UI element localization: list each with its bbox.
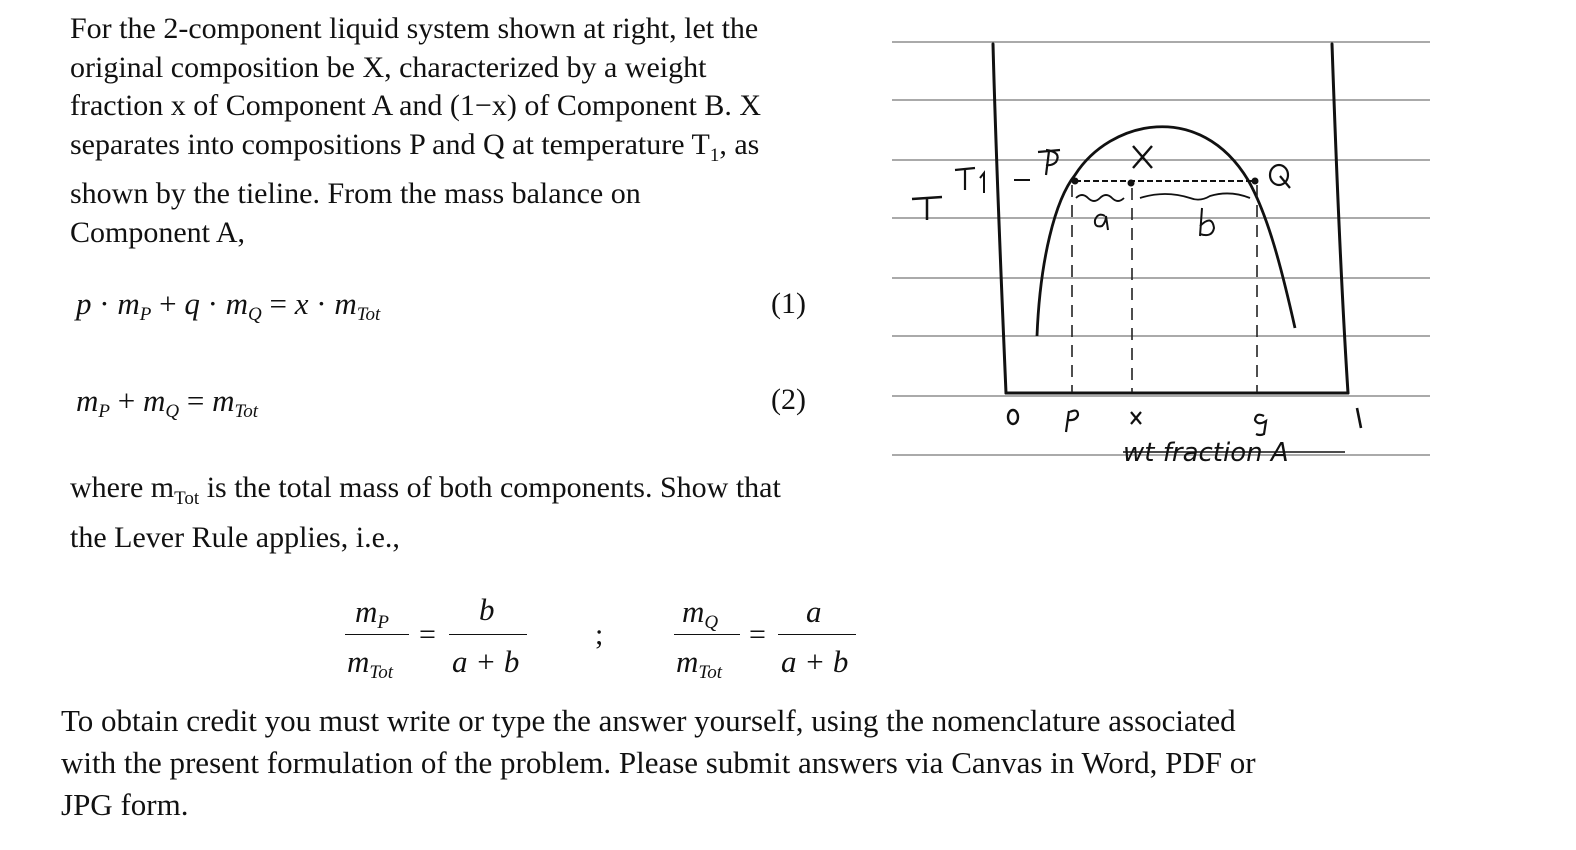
eq-op: · [308,286,335,321]
t-axis-glyph [912,197,942,220]
intro-line: fraction x of Component A and (1−x) of Component B. X [70,89,761,122]
eq-term: m [76,383,99,418]
intro-line: Component A, [70,215,246,249]
eq-op: = [179,383,213,418]
label-a-glyph [1095,215,1108,230]
eq-op: · [199,286,226,321]
den-sub: Tot [369,662,393,683]
equals-sign: = [749,618,766,651]
t1-subscript: 1 [709,144,720,166]
point-x-dot [1128,180,1135,187]
eq-sub: Q [165,401,180,422]
x-axis-label: wt fraction A [1123,438,1289,468]
eq-term: m [334,286,357,321]
num-main: m [355,594,378,629]
num-sub: P [377,612,389,633]
label-x-glyph [1133,146,1152,168]
eq-term: q [184,286,200,321]
eq-term: m [212,383,235,418]
intro-line: For the 2-component liquid system shown at right, let the [70,12,759,45]
eq-op: + [151,286,185,321]
eq-sub: Tot [234,401,259,422]
where-sub: Tot [174,488,200,509]
lever-line: the Lever Rule applies, i.e., [70,520,400,554]
lever-left-rhs-numerator: b [479,592,495,627]
point-p-dot [1072,178,1079,185]
point-q-dot [1252,178,1259,185]
brace-a [1076,195,1124,201]
den-sub: Tot [698,662,722,683]
eq-term: m [142,383,166,418]
where-prefix: where m [70,471,175,504]
label-b-glyph [1200,208,1214,236]
num-sub: Q [704,612,719,633]
eq-term: x [294,286,309,321]
footer-line: with the present formulation of the problem. Please submit answers via Canvas in Word, PDF or [61,745,1256,780]
num-main: m [682,594,705,629]
equals-sign: = [419,618,436,651]
where-suffix: is the total mass of both components. Show that [199,471,781,504]
lever-right-rhs-numerator: a [806,594,822,629]
eq-term: m [225,286,249,321]
eq-sub: P [139,304,152,325]
eq-sub: Tot [356,304,381,325]
den-main: m [676,644,699,679]
tick-x-glyph [1131,412,1141,424]
tick-q-glyph [1255,415,1266,435]
eq-op: = [261,286,295,321]
separator: ; [595,618,604,651]
footer-line: To obtain credit you must write or type the answer yourself, using the nomenclature associated [61,703,1236,738]
eq-op: · [91,286,118,321]
footer-line: JPG form. [61,787,189,822]
brace-b [1140,193,1250,199]
tick-0-glyph [1008,410,1018,424]
den-main: m [347,644,370,679]
equation-2-number: (2) [771,383,806,416]
tick-p-glyph [1066,411,1078,432]
t1-glyph [955,168,975,190]
t1-sub-glyph [980,173,984,193]
eq-sub: Q [248,304,262,325]
tick-1-glyph [1357,408,1361,428]
intro-text: separates into compositions P and Q at temperature T [70,127,710,161]
intro-line: shown by the tieline. From the mass balance on [70,177,641,210]
eq-sub: P [98,401,110,422]
drop-lines [1072,185,1257,392]
intro-line: original composition be X, characterized by a weight [70,50,707,84]
t1-suffix: , as [719,127,760,161]
eq-term: p [76,286,92,321]
lever-right-rhs-denominator: a + b [781,644,849,679]
label-p-glyph [1038,150,1060,175]
equation-1-number: (1) [771,287,806,320]
lever-left-rhs-denominator: a + b [452,644,520,679]
eq-term: m [117,286,140,321]
eq-op: + [110,383,143,418]
